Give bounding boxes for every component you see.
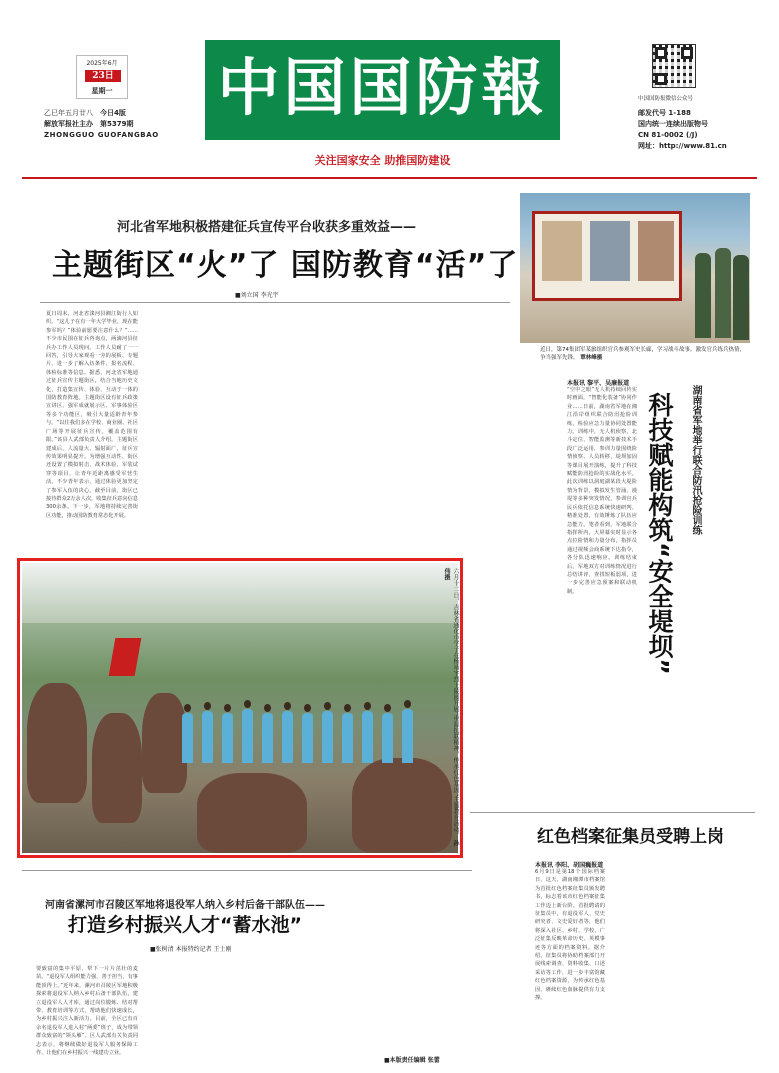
- date-year-month: 2025年6月: [86, 60, 118, 67]
- cn-number: CN 81-0002 (/J): [638, 131, 698, 139]
- lunar-date: 乙巳年五月廿八 今日4版: [44, 109, 126, 117]
- photo-highlight-frame: [17, 558, 463, 858]
- sec3-body-col1: 要致富的集中平原，犁下一片片茁壮的麦苗。“退役军人组织能力强，善于担当，有事能顶得上。”近年来，漯河市召陵区军地积极探索将退役军人纳入乡村后备干部队伍，建立退役军人人才库，通过岗位锻炼、结对帮带、教育培训等方式，帮助他们快速成长，为乡村振兴注入新活力。目前，全区已有百余名退役军人进入村“两委”班子，成为带领群众致富的“领头雁”。区人武部有关负责同志表示，将继续做好退役军人服务保障工作，让他们在乡村振兴一线建功立业。: [36, 966, 138, 1057]
- side-title: 科技赋能构筑“安全堤坝”: [645, 392, 674, 675]
- qr-code-icon: [652, 44, 696, 88]
- sec3-subtitle: 河南省漯河市召陵区军地将退役军人纳入乡村后备干部队伍——: [45, 900, 325, 911]
- cn-label: 国内统一连续出版物号: [638, 120, 708, 128]
- side-body-col1: “空中之眼”无人机持续回传实时画面，“智能化装备”协同作业……日前，湖南省军地在湘江沿岸组织联合防汛抢险训练，检验应急力量协同处置能力。训练中，无人机侦察、北斗定位、智能监测等新技术手段广泛运用，参训力量围绕险情侦察、人员转移、堤坝加固等课目展开演练，提升了科技赋能防汛抢险的实战化水平。此次训练以洞庭湖某段大堤险情为背景，模拟发生管涌、漫堤等多种突发情况，参训官兵民兵依托信息系统快速研判、精准处置，有效锤炼了队伍应急能力。笔者看到，军地联合指挥所内，大屏幕实时显示各点位险情和力量分布，指挥员通过视频会商系统下达指令，各分队迅速响应。训练结束后，军地双方对训练情况进行总结讲评，查找短板弱项，进一步完善应急预案和联动机制。: [567, 387, 637, 595]
- editor-credit: ■本版责任编辑 张蕾: [384, 1057, 440, 1064]
- lead-byline: ■刘立国 李光宇: [235, 292, 279, 299]
- main-photo-caption: 六月十二日，吉林省通化市学子在杨靖宇烈士陵园开展“重温抗联精神，传承红色基因”主题教育活动。 孙伟摄: [443, 568, 459, 847]
- website: 网址：http://www.81.cn: [638, 142, 727, 150]
- lead-body-col1: 夏日周末，河北省滦河县湘江街行人如织。“这儿子在有一年大学毕业，现在能参军吗？”体验前愿要注意什么？”……不少市民围在征兵咨询点，两滴河县征兵办工作人员现问。工作人员耐了一一回答，引导大家观看一旁的展板、专题片、进一步了解入伍条件、报名流程、体检标准等信息。据悉，河北省军地通过征兵宣传主题街区，结合当地历史文化，打造集宣传、体验、互动于一体的国防教育阵地。主题街区设有征兵政策宣讲区、强军成就展示区、军事体验区等多个功能区，吸引大量适龄青年参与。“以往我们多在学校、商业圈、社区广场等开展征兵宣传，覆盖范围有限。”该县人武部负责人介绍，主题街区建成后，人流量大、辐射面广，征兵宣传效果明显提升。为增强互动性，街区还设置了模拟射击、战术体验、军装试穿等项目，让青年近距离感受军营生活。不少青年表示，通过体验更加坚定了参军入伍的决心。截至目前，街区已接待群众2万余人次，收集征兵意向信息300余条。下一步，军地将持续完善街区功能，推动国防教育常态化开展。: [46, 311, 138, 519]
- photo1-caption: 近日，第74集团军某旅组织官兵参观军史长廊，学习战斗故事。激发官兵练兵热情，争当强军先锋。 覃林峰摄: [540, 347, 746, 361]
- pinyin-title: ZHONGGUO GUOFANGBAO: [44, 131, 159, 139]
- sec2-byline: 本报讯 李阳、胡国巍报道: [535, 862, 604, 869]
- sec3-byline: ■张树清 本报特约记者 王士刚: [150, 946, 232, 953]
- lead-body-col2: [148, 310, 240, 550]
- photo-soldiers-gallery: [520, 193, 750, 343]
- sec3-body-col2: [146, 965, 246, 1065]
- lead-subtitle: 河北省军地积极搭建征兵宣传平台收获多重效益——: [117, 220, 417, 235]
- sec3-body-col4: [366, 878, 466, 1050]
- sec2-title: 红色档案征集员受聘上岗: [537, 827, 724, 847]
- masthead: [205, 40, 560, 140]
- side-body-col2: [648, 660, 750, 810]
- date-day: 23日: [85, 70, 121, 82]
- lead-body-col4: [352, 310, 444, 550]
- side-body-col3: [473, 600, 561, 810]
- sec2-body-col3: [688, 860, 754, 1063]
- sec3-title: 打造乡村振兴人才“蓄水池”: [68, 914, 302, 936]
- publisher-issue: 解放军报社主办 第5379期: [44, 120, 134, 128]
- date-box: [76, 55, 128, 99]
- postal-code: 邮发代号 1-188: [638, 109, 691, 117]
- date-weekday: 星期一: [91, 87, 113, 95]
- lead-body-col3: [250, 310, 342, 550]
- lead-body-col5: [454, 310, 510, 550]
- slogan: 关注国家安全 助推国防建设: [314, 154, 451, 167]
- sec3-body-col3: [256, 965, 356, 1065]
- sec2-body-col2: [612, 860, 682, 1063]
- qr-caption: 中国国防报微信公众号: [638, 96, 694, 102]
- side-byline: 本报讯 黎平、吴廉报道: [567, 380, 630, 387]
- side-subtitle: 湖南省军地举行联合防汛抢险训练: [690, 385, 701, 535]
- lead-title: 主题街区“火”了 国防教育“活”了: [52, 248, 519, 283]
- masthead-title: 中国国防報: [217, 51, 548, 124]
- sec2-body-col1: 6月9日是第18个国际档案日，这天，湖南湘潭市档案馆为首批红色档案征集员颁发聘书，标志着该市红色档案征集工作迈上新台阶。首批聘请的征集员中，有退役军人、党史研究者、文史爱好者等，他们将深入社区、乡村、学校，广泛征集反映革命历史、英模事迹等方面的档案资料。据介绍，征集员将协助档案部门开展线索调查、资料收集、口述采访等工作，进一步丰富馆藏红色档案资源，为传承红色基因、赓续红色血脉提供有力支撑。: [535, 869, 605, 1002]
